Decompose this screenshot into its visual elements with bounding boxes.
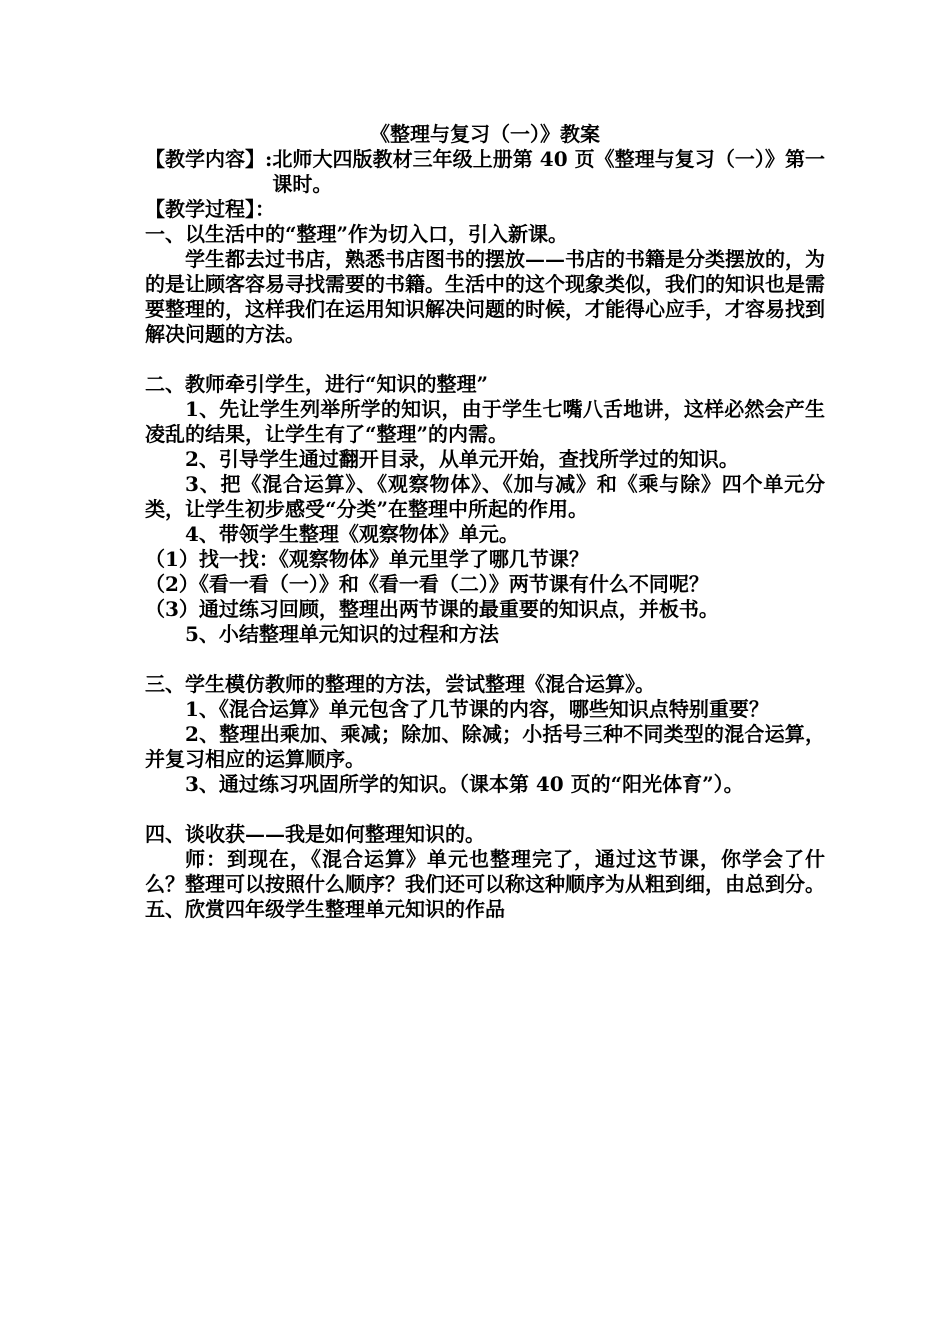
teaching-content-body: 北师大四版教材三年级上册第 40 页《整理与复习（一）》第一课时。 [272,147,825,196]
section-1-heading: 一、以生活中的“整理”作为切入口，引入新课。 [145,222,569,246]
section-5-heading: 五、欣赏四年级学生整理单元知识的作品 [145,897,505,921]
section-2-sub-2: （2）《看一看（一）》和《看一看（二）》两节课有什么不同呢？ [145,572,709,596]
teaching-process-label: 【教学过程】： [145,197,275,221]
section-3-item-1: 1、《混合运算》单元包含了几节课的内容，哪些知识点特别重要？ [185,697,769,721]
section-3-item-3: 3、通过练习巩固所学的知识。（课本第 40 页的“阳光体育”）。 [185,772,744,796]
section-2-sub-3: （3）通过练习回顾，整理出两节课的最重要的知识点，并板书。 [145,597,719,621]
section-2-item-5: 5、小结整理单元知识的过程和方法 [185,622,499,646]
section-2-item-1: 1、先让学生列举所学的知识，由于学生七嘴八舌地讲，这样必然会产生凌乱的结果，让学生有了“整理”的内需。 [145,397,825,446]
spacer [145,347,825,372]
section-2-item-4: 4、带领学生整理《观察物体》单元。 [185,522,519,546]
section-1-paragraph: 学生都去过书店，熟悉书店图书的摆放——书店的书籍是分类摆放的，为的是让顾客容易寻找需要的书籍。生活中的这个现象类似，我们的知识也是需要整理的，这样我们在运用知识解决问题的时候，才能得心应手，才容易找到解决问题的方法。 [145,247,825,346]
section-4-heading: 四、谈收获——我是如何整理知识的。 [145,822,485,846]
document-title: 《整理与复习（一）》教案 [370,122,600,146]
spacer [145,797,825,822]
section-2-item-2: 2、引导学生通过翻开目录，从单元开始，查找所学过的知识。 [185,447,739,471]
section-4-paragraph: 师：到现在，《混合运算》单元也整理完了，通过这节课，你学会了什么？整理可以按照什么顺序？我们还可以称这种顺序为从粗到细，由总到分。 [145,847,825,896]
spacer [145,647,825,672]
section-2-item-3: 3、把《混合运算》、《观察物体》、《加与减》和《乘与除》四个单元分类，让学生初步感受“分类”在整理中所起的作用。 [145,472,825,521]
section-3-heading: 三、学生模仿教师的整理的方法，尝试整理《混合运算》。 [145,672,655,696]
teaching-content-label: 【教学内容】: [145,147,273,171]
teaching-content [145,147,825,197]
section-3-item-2: 2、整理出乘加、乘减；除加、除减；小括号三种不同类型的混合运算，并复习相应的运算顺序。 [145,722,825,771]
section-2-sub-1: （1）找一找：《观察物体》单元里学了哪几节课？ [145,547,589,571]
section-2-heading: 二、教师牵引学生，进行“知识的整理” [145,372,489,396]
lesson-plan-text [145,122,825,922]
